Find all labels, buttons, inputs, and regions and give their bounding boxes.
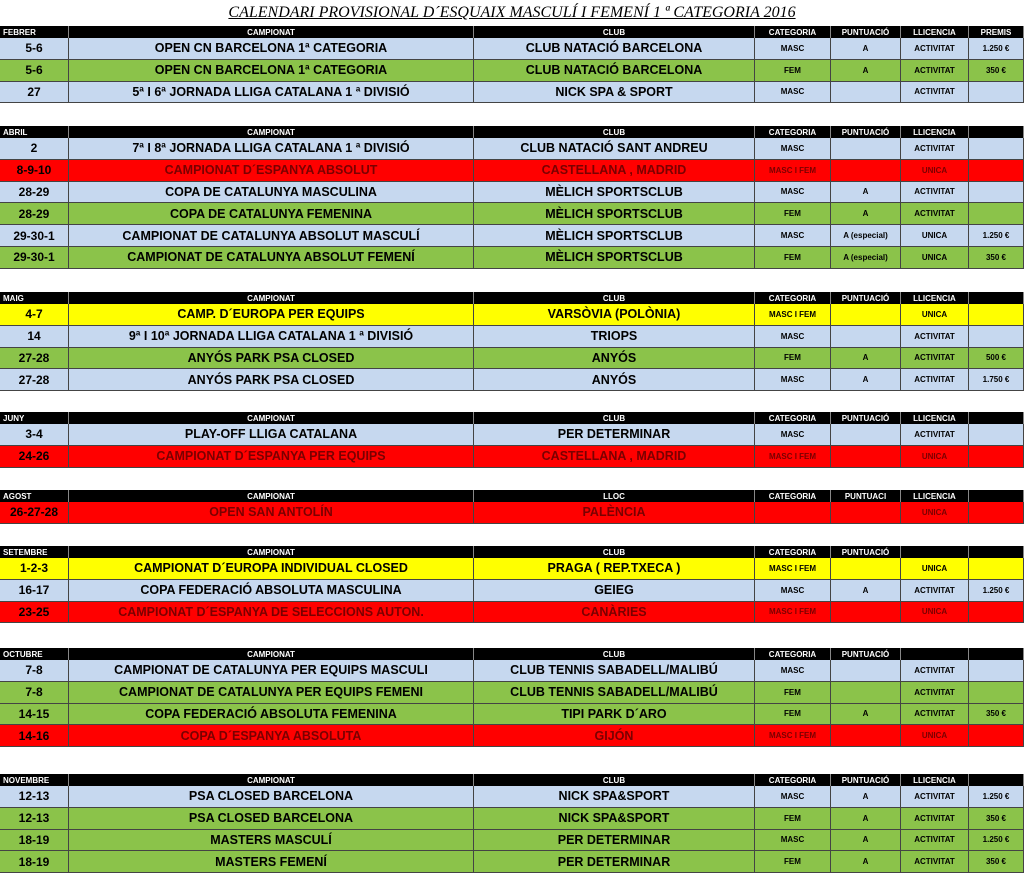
- table-row: [0, 60, 1024, 82]
- cell-license: ACTIVITAT: [901, 138, 969, 160]
- cell-license: ACTIVITAT: [901, 808, 969, 830]
- cell-license: ACTIVITAT: [901, 369, 969, 391]
- cell-date: 12-13: [0, 786, 69, 808]
- cell-club: VARSÒVIA (POLÒNIA): [474, 304, 755, 326]
- cell-score: A: [831, 60, 901, 82]
- cell-championship: ANYÓS PARK PSA CLOSED: [69, 348, 474, 370]
- header-license: LLICENCIA: [901, 26, 969, 38]
- cell-date: 29-30-1: [0, 225, 69, 247]
- table-row: [0, 830, 1024, 852]
- table-row: [0, 558, 1024, 580]
- cell-date: 27-28: [0, 369, 69, 391]
- cell-score: [831, 558, 901, 580]
- cell-club: CANÀRIES: [474, 602, 755, 624]
- cell-date: 7-8: [0, 660, 69, 682]
- header-championship: CAMPIONAT: [69, 648, 474, 660]
- table-row: [0, 502, 1024, 524]
- header-license: [901, 546, 969, 558]
- cell-category: FEM: [755, 808, 831, 830]
- header-club: CLUB: [474, 546, 755, 558]
- cell-score: [831, 424, 901, 446]
- cell-score: [831, 682, 901, 704]
- cell-score: A (especial): [831, 225, 901, 247]
- cell-date: 23-25: [0, 602, 69, 624]
- header-club: CLUB: [474, 126, 755, 138]
- cell-club: CLUB NATACIÓ BARCELONA: [474, 38, 755, 60]
- cell-license: ACTIVITAT: [901, 580, 969, 602]
- table-row: [0, 160, 1024, 182]
- header-category: CATEGORIA: [755, 546, 831, 558]
- cell-category: FEM: [755, 851, 831, 873]
- cell-club: TIPI PARK D´ARO: [474, 704, 755, 726]
- table-row: [0, 808, 1024, 830]
- cell-prize: [969, 682, 1024, 704]
- cell-championship: MASTERS MASCULÍ: [69, 830, 474, 852]
- cell-category: MASC I FEM: [755, 446, 831, 468]
- cell-date: 8-9-10: [0, 160, 69, 182]
- cell-club: CLUB TENNIS SABADELL/MALIBÚ: [474, 660, 755, 682]
- cell-score: A (especial): [831, 247, 901, 269]
- cell-category: MASC: [755, 786, 831, 808]
- section-header: [0, 412, 1024, 424]
- cell-date: 14-16: [0, 725, 69, 747]
- cell-score: [831, 502, 901, 524]
- header-license: LLICENCIA: [901, 774, 969, 786]
- cell-license: ACTIVITAT: [901, 38, 969, 60]
- header-date: SETEMBRE: [0, 546, 69, 558]
- cell-championship: 9ª I 10ª JORNADA LLIGA CATALANA 1 ª DIVISIÓ: [69, 326, 474, 348]
- cell-championship: CAMPIONAT DE CATALUNYA PER EQUIPS MASCULI: [69, 660, 474, 682]
- cell-championship: PLAY-OFF LLIGA CATALANA: [69, 424, 474, 446]
- cell-club: NICK SPA&SPORT: [474, 808, 755, 830]
- cell-championship: CAMPIONAT D´ESPANYA PER EQUIPS: [69, 446, 474, 468]
- header-prize: [969, 546, 1024, 558]
- header-date: OCTUBRE: [0, 648, 69, 660]
- section-header: [0, 490, 1024, 502]
- cell-category: FEM: [755, 247, 831, 269]
- cell-prize: [969, 304, 1024, 326]
- cell-championship: MASTERS FEMENÍ: [69, 851, 474, 873]
- cell-prize: [969, 424, 1024, 446]
- cell-championship: COPA FEDERACIÓ ABSOLUTA FEMENINA: [69, 704, 474, 726]
- cell-category: MASC: [755, 580, 831, 602]
- header-championship: CAMPIONAT: [69, 546, 474, 558]
- header-club: CLUB: [474, 774, 755, 786]
- cell-club: PRAGA ( REP.TXECA ): [474, 558, 755, 580]
- cell-license: ACTIVITAT: [901, 326, 969, 348]
- cell-score: [831, 138, 901, 160]
- cell-license: UNICA: [901, 225, 969, 247]
- cell-prize: 1.250 €: [969, 38, 1024, 60]
- header-license: LLICENCIA: [901, 292, 969, 304]
- table-row: [0, 704, 1024, 726]
- cell-club: NICK SPA & SPORT: [474, 82, 755, 104]
- header-license: LLICENCIA: [901, 490, 969, 502]
- cell-category: FEM: [755, 203, 831, 225]
- cell-license: ACTIVITAT: [901, 60, 969, 82]
- cell-category: MASC I FEM: [755, 558, 831, 580]
- cell-category: FEM: [755, 704, 831, 726]
- header-category: CATEGORIA: [755, 648, 831, 660]
- cell-category: MASC I FEM: [755, 602, 831, 624]
- grid-line: [69, 388, 70, 410]
- cell-category: MASC: [755, 660, 831, 682]
- cell-score: [831, 660, 901, 682]
- cell-championship: CAMPIONAT D´ESPANYA ABSOLUT: [69, 160, 474, 182]
- header-championship: CAMPIONAT: [69, 490, 474, 502]
- header-category: CATEGORIA: [755, 490, 831, 502]
- cell-club: MÈLICH SPORTSCLUB: [474, 203, 755, 225]
- cell-date: 14: [0, 326, 69, 348]
- cell-club: GIJÓN: [474, 725, 755, 747]
- table-row: [0, 602, 1024, 624]
- cell-score: [831, 446, 901, 468]
- cell-prize: 350 €: [969, 851, 1024, 873]
- cell-prize: 350 €: [969, 808, 1024, 830]
- header-prize: [969, 490, 1024, 502]
- cell-club: CLUB TENNIS SABADELL/MALIBÚ: [474, 682, 755, 704]
- header-score: PUNTUACI: [831, 490, 901, 502]
- header-prize: [969, 292, 1024, 304]
- cell-license: UNICA: [901, 247, 969, 269]
- cell-championship: PSA CLOSED BARCELONA: [69, 808, 474, 830]
- cell-championship: CAMPIONAT D´EUROPA INDIVIDUAL CLOSED: [69, 558, 474, 580]
- cell-score: A: [831, 851, 901, 873]
- cell-prize: [969, 82, 1024, 104]
- cell-championship: 5ª I 6ª JORNADA LLIGA CATALANA 1 ª DIVISIÓ: [69, 82, 474, 104]
- cell-club: TRIOPS: [474, 326, 755, 348]
- cell-license: ACTIVITAT: [901, 82, 969, 104]
- header-category: CATEGORIA: [755, 126, 831, 138]
- header-prize: [969, 412, 1024, 424]
- cell-date: 27: [0, 82, 69, 104]
- header-date: ABRIL: [0, 126, 69, 138]
- cell-score: [831, 304, 901, 326]
- cell-date: 29-30-1: [0, 247, 69, 269]
- cell-prize: 350 €: [969, 60, 1024, 82]
- cell-license: UNICA: [901, 725, 969, 747]
- cell-championship: CAMP. D´EUROPA PER EQUIPS: [69, 304, 474, 326]
- cell-prize: 1.250 €: [969, 580, 1024, 602]
- cell-license: ACTIVITAT: [901, 182, 969, 204]
- header-club: CLUB: [474, 292, 755, 304]
- cell-category: MASC I FEM: [755, 304, 831, 326]
- cell-date: 3-4: [0, 424, 69, 446]
- cell-championship: OPEN SAN ANTOLÍN: [69, 502, 474, 524]
- cell-club: MÈLICH SPORTSCLUB: [474, 225, 755, 247]
- cell-category: FEM: [755, 682, 831, 704]
- cell-license: UNICA: [901, 304, 969, 326]
- cell-license: ACTIVITAT: [901, 203, 969, 225]
- table-row: [0, 725, 1024, 747]
- cell-club: CASTELLANA , MADRID: [474, 160, 755, 182]
- cell-prize: [969, 182, 1024, 204]
- header-score: PUNTUACIÓ: [831, 648, 901, 660]
- cell-category: MASC: [755, 369, 831, 391]
- cell-license: ACTIVITAT: [901, 851, 969, 873]
- section-header: [0, 26, 1024, 38]
- table-row: [0, 38, 1024, 60]
- cell-category: [755, 502, 831, 524]
- table-row: [0, 203, 1024, 225]
- cell-prize: [969, 725, 1024, 747]
- cell-championship: OPEN CN BARCELONA 1ª CATEGORIA: [69, 38, 474, 60]
- cell-prize: [969, 558, 1024, 580]
- cell-club: GEIEG: [474, 580, 755, 602]
- header-club: LLOC: [474, 490, 755, 502]
- cell-prize: 1.250 €: [969, 225, 1024, 247]
- cell-prize: 1.250 €: [969, 830, 1024, 852]
- cell-score: [831, 160, 901, 182]
- cell-date: 14-15: [0, 704, 69, 726]
- cell-club: MÈLICH SPORTSCLUB: [474, 182, 755, 204]
- cell-date: 18-19: [0, 830, 69, 852]
- cell-championship: PSA CLOSED BARCELONA: [69, 786, 474, 808]
- table-row: [0, 369, 1024, 391]
- header-score: PUNTUACIÓ: [831, 292, 901, 304]
- cell-score: [831, 602, 901, 624]
- cell-club: CLUB NATACIÓ BARCELONA: [474, 60, 755, 82]
- cell-date: 2: [0, 138, 69, 160]
- cell-date: 28-29: [0, 203, 69, 225]
- cell-club: CLUB NATACIÓ SANT ANDREU: [474, 138, 755, 160]
- cell-championship: COPA DE CATALUNYA MASCULINA: [69, 182, 474, 204]
- cell-prize: [969, 660, 1024, 682]
- cell-score: A: [831, 38, 901, 60]
- cell-prize: [969, 160, 1024, 182]
- header-date: NOVEMBRE: [0, 774, 69, 786]
- table-row: [0, 786, 1024, 808]
- cell-date: 1-2-3: [0, 558, 69, 580]
- cell-championship: COPA DE CATALUNYA FEMENINA: [69, 203, 474, 225]
- cell-category: FEM: [755, 348, 831, 370]
- table-row: [0, 247, 1024, 269]
- cell-score: A: [831, 830, 901, 852]
- cell-club: CASTELLANA , MADRID: [474, 446, 755, 468]
- cell-category: MASC: [755, 82, 831, 104]
- table-row: [0, 225, 1024, 247]
- cell-score: A: [831, 348, 901, 370]
- table-row: [0, 424, 1024, 446]
- table-row: [0, 82, 1024, 104]
- cell-score: A: [831, 808, 901, 830]
- cell-date: 28-29: [0, 182, 69, 204]
- header-prize: [969, 648, 1024, 660]
- cell-club: ANYÓS: [474, 348, 755, 370]
- cell-score: A: [831, 704, 901, 726]
- cell-championship: CAMPIONAT DE CATALUNYA ABSOLUT FEMENÍ: [69, 247, 474, 269]
- header-club: CLUB: [474, 412, 755, 424]
- header-license: [901, 648, 969, 660]
- cell-date: 24-26: [0, 446, 69, 468]
- cell-category: MASC: [755, 182, 831, 204]
- header-category: CATEGORIA: [755, 26, 831, 38]
- cell-license: UNICA: [901, 160, 969, 182]
- section-header: [0, 126, 1024, 138]
- section-header: [0, 292, 1024, 304]
- cell-club: MÈLICH SPORTSCLUB: [474, 247, 755, 269]
- cell-club: PER DETERMINAR: [474, 851, 755, 873]
- cell-date: 4-7: [0, 304, 69, 326]
- cell-date: 26-27-28: [0, 502, 69, 524]
- cell-score: A: [831, 203, 901, 225]
- cell-date: 27-28: [0, 348, 69, 370]
- cell-date: 5-6: [0, 60, 69, 82]
- cell-license: UNICA: [901, 502, 969, 524]
- header-championship: CAMPIONAT: [69, 126, 474, 138]
- cell-prize: [969, 446, 1024, 468]
- header-prize: [969, 126, 1024, 138]
- table-row: [0, 446, 1024, 468]
- cell-prize: [969, 326, 1024, 348]
- cell-score: A: [831, 182, 901, 204]
- cell-prize: 1.250 €: [969, 786, 1024, 808]
- cell-date: 5-6: [0, 38, 69, 60]
- cell-date: 12-13: [0, 808, 69, 830]
- table-row: [0, 580, 1024, 602]
- cell-category: MASC I FEM: [755, 725, 831, 747]
- header-prize: [969, 774, 1024, 786]
- cell-license: ACTIVITAT: [901, 830, 969, 852]
- cell-championship: CAMPIONAT DE CATALUNYA PER EQUIPS FEMENI: [69, 682, 474, 704]
- cell-license: UNICA: [901, 558, 969, 580]
- header-championship: CAMPIONAT: [69, 26, 474, 38]
- header-championship: CAMPIONAT: [69, 774, 474, 786]
- header-category: CATEGORIA: [755, 412, 831, 424]
- cell-championship: COPA D´ESPANYA ABSOLUTA: [69, 725, 474, 747]
- cell-category: MASC: [755, 138, 831, 160]
- cell-category: MASC: [755, 326, 831, 348]
- table-row: [0, 660, 1024, 682]
- header-club: CLUB: [474, 648, 755, 660]
- header-prize: PREMIS: [969, 26, 1024, 38]
- cell-score: [831, 82, 901, 104]
- table-row: [0, 326, 1024, 348]
- cell-date: 7-8: [0, 682, 69, 704]
- cell-category: MASC: [755, 225, 831, 247]
- header-championship: CAMPIONAT: [69, 412, 474, 424]
- header-license: LLICENCIA: [901, 412, 969, 424]
- cell-prize: 500 €: [969, 348, 1024, 370]
- cell-club: PALÈNCIA: [474, 502, 755, 524]
- cell-license: ACTIVITAT: [901, 682, 969, 704]
- cell-category: MASC: [755, 38, 831, 60]
- table-row: [0, 851, 1024, 873]
- cell-club: PER DETERMINAR: [474, 830, 755, 852]
- cell-date: 18-19: [0, 851, 69, 873]
- header-category: CATEGORIA: [755, 774, 831, 786]
- table-row: [0, 304, 1024, 326]
- cell-license: ACTIVITAT: [901, 348, 969, 370]
- cell-score: [831, 725, 901, 747]
- cell-club: ANYÓS: [474, 369, 755, 391]
- cell-license: ACTIVITAT: [901, 424, 969, 446]
- cell-score: [831, 326, 901, 348]
- cell-score: A: [831, 369, 901, 391]
- cell-date: 16-17: [0, 580, 69, 602]
- cell-championship: COPA FEDERACIÓ ABSOLUTA MASCULINA: [69, 580, 474, 602]
- section-header: [0, 648, 1024, 660]
- cell-prize: 1.750 €: [969, 369, 1024, 391]
- cell-championship: OPEN CN BARCELONA 1ª CATEGORIA: [69, 60, 474, 82]
- header-date: MAIG: [0, 292, 69, 304]
- header-score: PUNTUACIÓ: [831, 774, 901, 786]
- cell-club: NICK SPA&SPORT: [474, 786, 755, 808]
- cell-championship: ANYÓS PARK PSA CLOSED: [69, 369, 474, 391]
- cell-license: UNICA: [901, 446, 969, 468]
- header-club: CLUB: [474, 26, 755, 38]
- table-row: [0, 348, 1024, 370]
- cell-club: PER DETERMINAR: [474, 424, 755, 446]
- cell-prize: 350 €: [969, 704, 1024, 726]
- header-date: JUNY: [0, 412, 69, 424]
- cell-license: ACTIVITAT: [901, 786, 969, 808]
- table-row: [0, 138, 1024, 160]
- header-score: PUNTUACIÓ: [831, 26, 901, 38]
- header-score: PUNTUACIÓ: [831, 412, 901, 424]
- header-license: LLICENCIA: [901, 126, 969, 138]
- table-row: [0, 682, 1024, 704]
- header-score: PUNTUACIÓ: [831, 546, 901, 558]
- cell-prize: [969, 138, 1024, 160]
- cell-prize: [969, 203, 1024, 225]
- cell-category: MASC I FEM: [755, 160, 831, 182]
- cell-championship: CAMPIONAT DE CATALUNYA ABSOLUT MASCULÍ: [69, 225, 474, 247]
- cell-license: UNICA: [901, 602, 969, 624]
- cell-score: A: [831, 580, 901, 602]
- page-title: CALENDARI PROVISIONAL D´ESQUAIX MASCULÍ I FEMENÍ 1 ª CATEGORIA 2016: [228, 4, 796, 21]
- cell-license: ACTIVITAT: [901, 704, 969, 726]
- cell-prize: [969, 602, 1024, 624]
- section-header: [0, 774, 1024, 786]
- table-row: [0, 182, 1024, 204]
- header-championship: CAMPIONAT: [69, 292, 474, 304]
- cell-prize: 350 €: [969, 247, 1024, 269]
- cell-category: MASC: [755, 830, 831, 852]
- header-date: FEBRER: [0, 26, 69, 38]
- cell-license: ACTIVITAT: [901, 660, 969, 682]
- cell-category: MASC: [755, 424, 831, 446]
- header-category: CATEGORIA: [755, 292, 831, 304]
- cell-championship: CAMPIONAT D´ESPANYA DE SELECCIONS AUTON.: [69, 602, 474, 624]
- section-header: [0, 546, 1024, 558]
- cell-prize: [969, 502, 1024, 524]
- cell-category: FEM: [755, 60, 831, 82]
- cell-championship: 7ª I 8ª JORNADA LLIGA CATALANA 1 ª DIVISIÓ: [69, 138, 474, 160]
- header-date: AGOST: [0, 490, 69, 502]
- header-score: PUNTUACIÓ: [831, 126, 901, 138]
- cell-score: A: [831, 786, 901, 808]
